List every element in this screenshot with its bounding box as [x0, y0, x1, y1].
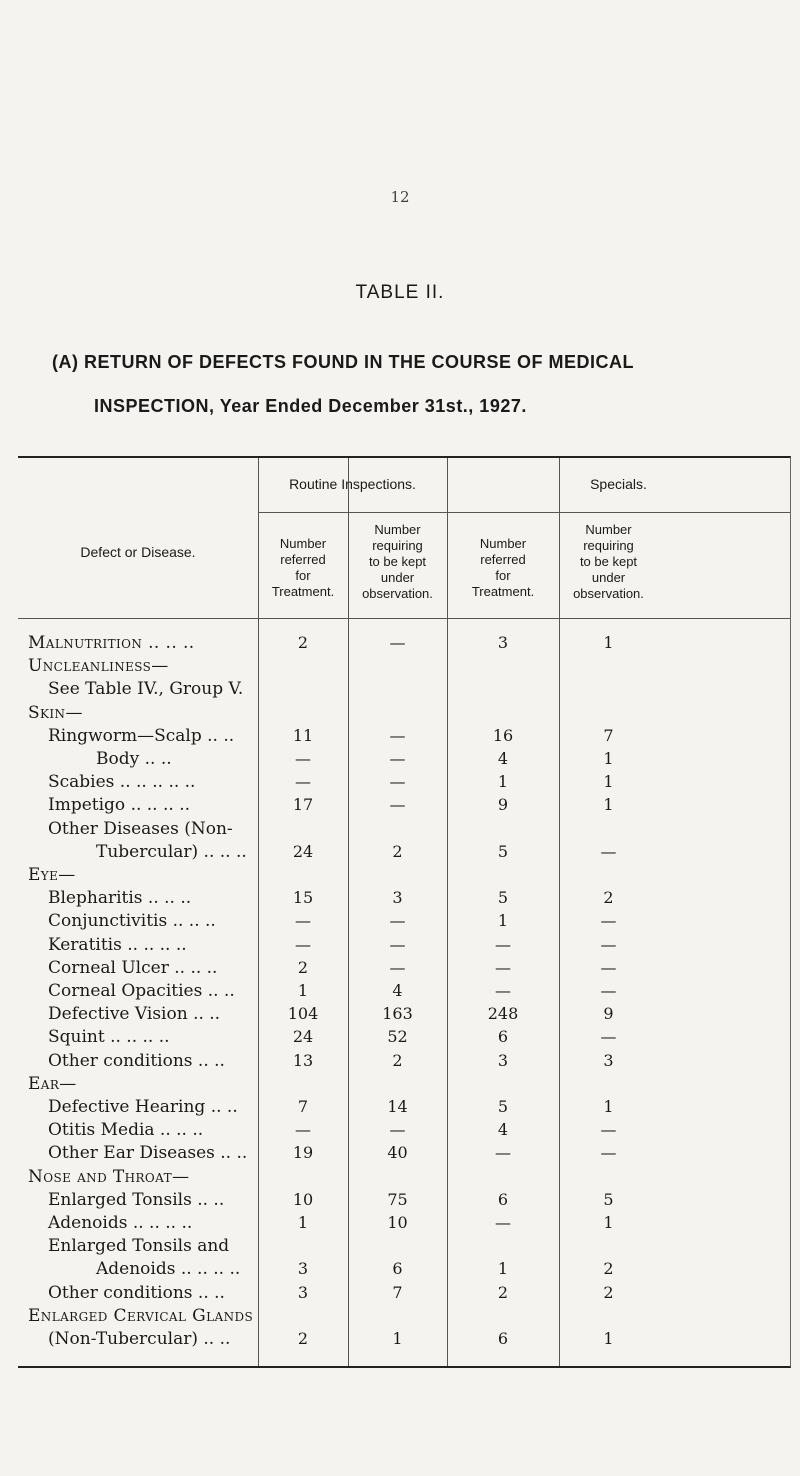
- table-row: [18, 1117, 790, 1143]
- header-text: Number: [585, 522, 632, 537]
- row-value: 6: [392, 1259, 403, 1279]
- row-value: 19: [292, 1143, 314, 1163]
- table-row: [18, 862, 790, 888]
- row-value: 2: [603, 888, 614, 908]
- row-value: 7: [603, 725, 614, 745]
- row-value: —: [389, 749, 406, 768]
- table-row: [18, 700, 790, 726]
- defects-table: [18, 456, 791, 1368]
- row-label: Other Ear Diseases .. ..: [48, 1143, 248, 1164]
- row-value: 7: [392, 1282, 403, 1302]
- row-label: Ear—: [28, 1073, 77, 1094]
- row-value: —: [295, 934, 311, 954]
- row-value: 40: [387, 1143, 408, 1163]
- row-value: —: [600, 981, 617, 1000]
- row-value: 2: [603, 1259, 614, 1279]
- table-row: [18, 723, 790, 749]
- header-text: referred: [280, 552, 326, 567]
- header-bottom-rule: [18, 618, 790, 619]
- row-value: —: [295, 911, 311, 931]
- table-row: [18, 1071, 790, 1097]
- row-value: 10: [387, 1213, 408, 1232]
- row-label: Squint .. .. .. ..: [48, 1027, 170, 1048]
- header-specials-referred: [447, 536, 559, 600]
- row-value: 14: [387, 1097, 408, 1116]
- row-value: 1: [297, 1213, 309, 1232]
- row-label: Defective Vision .. ..: [48, 1004, 221, 1025]
- row-label: Conjunctivitis .. .. ..: [48, 911, 216, 932]
- row-label: Otitis Media .. .. ..: [48, 1120, 204, 1141]
- row-value: 11: [292, 725, 314, 745]
- row-value: 9: [603, 1004, 614, 1024]
- header-specials: Specials.: [590, 476, 647, 492]
- row-label: Other conditions .. ..: [48, 1050, 225, 1071]
- row-value: —: [389, 633, 406, 652]
- table-row: [18, 1280, 790, 1306]
- header-routine-inspections: Routine Inspections.: [289, 476, 416, 492]
- row-label: Corneal Opacities .. ..: [48, 981, 235, 1001]
- header-routine-referred: [258, 536, 348, 600]
- row-value: —: [389, 772, 406, 792]
- row-label: Ringworm—Scalp .. ..: [48, 725, 235, 746]
- row-value: 1: [297, 981, 309, 1000]
- header-text: to be kept: [368, 554, 427, 569]
- row-label: See Table IV., Group V.: [48, 679, 244, 700]
- table-row: [18, 908, 790, 934]
- row-value: —: [389, 911, 406, 931]
- row-value: 15: [292, 888, 314, 908]
- table-row: [18, 1233, 790, 1259]
- row-value: 10: [292, 1189, 314, 1209]
- row-value: —: [600, 957, 617, 977]
- row-value: 1: [392, 1329, 403, 1348]
- row-value: —: [389, 934, 406, 954]
- row-value: —: [600, 1027, 617, 1047]
- table-row: [18, 955, 790, 981]
- row-label: Skin—: [28, 702, 83, 723]
- row-value: 13: [292, 1050, 314, 1070]
- row-label: Eye—: [28, 865, 76, 885]
- row-value: 9: [497, 795, 509, 815]
- header-text: Number: [479, 536, 527, 551]
- row-value: 2: [497, 1282, 509, 1302]
- row-value: —: [389, 795, 406, 815]
- header-text: observation.: [362, 586, 433, 601]
- table-row: [18, 653, 790, 679]
- row-label: Tubercular) .. .. ..: [96, 841, 247, 862]
- row-value: 1: [603, 633, 614, 652]
- row-label: Malnutrition .. .. ..: [28, 633, 195, 653]
- header-routine-observation: [348, 522, 447, 602]
- row-label: Uncleanliness—: [28, 656, 169, 677]
- row-value: 6: [497, 1329, 509, 1348]
- header-specials-observation: [559, 522, 658, 602]
- row-value: 2: [392, 841, 403, 861]
- row-value: 17: [292, 795, 314, 815]
- row-value: 3: [497, 1050, 509, 1070]
- row-value: 163: [382, 1004, 413, 1024]
- row-value: —: [495, 981, 511, 1000]
- row-value: —: [495, 957, 511, 977]
- row-value: 52: [387, 1027, 408, 1047]
- table-row: [18, 1187, 790, 1213]
- row-value: 3: [603, 1050, 614, 1070]
- row-value: —: [389, 1120, 406, 1140]
- table-row: [18, 676, 790, 702]
- row-value: —: [495, 1213, 511, 1232]
- row-value: 7: [297, 1097, 309, 1116]
- row-label: Enlarged Cervical Glands: [28, 1305, 254, 1326]
- table-row: [18, 746, 790, 772]
- row-value: 4: [392, 981, 403, 1000]
- row-value: —: [389, 957, 406, 977]
- row-value: —: [600, 841, 617, 861]
- table-row: [18, 978, 790, 1004]
- table-row: [18, 839, 790, 865]
- row-value: —: [495, 1143, 511, 1163]
- row-value: 104: [287, 1004, 319, 1024]
- row-label: Corneal Ulcer .. .. ..: [48, 957, 218, 978]
- header-group-divider: [258, 512, 790, 513]
- row-label: Other Diseases (Non-: [48, 818, 233, 839]
- row-value: 2: [297, 957, 309, 977]
- table-row: [18, 1164, 790, 1190]
- header-text: referred: [480, 552, 526, 567]
- heading-line-2: INSPECTION, Year Ended December 31st., 1927.: [94, 396, 527, 416]
- table-row: [18, 792, 790, 818]
- row-value: 1: [603, 772, 614, 792]
- row-value: 5: [497, 1097, 509, 1116]
- header-text: requiring: [583, 538, 634, 553]
- row-value: 1: [497, 911, 509, 931]
- header-text: Treatment.: [471, 584, 535, 599]
- table-row: [18, 1326, 790, 1352]
- header-text: to be kept: [579, 554, 638, 569]
- row-value: —: [495, 934, 511, 954]
- row-label: (Non-Tubercular) .. ..: [48, 1329, 231, 1349]
- row-value: —: [295, 1120, 311, 1140]
- row-value: 2: [297, 1329, 309, 1348]
- header-text: under: [591, 570, 626, 585]
- row-value: —: [600, 1143, 617, 1163]
- row-label: Scabies .. .. .. .. ..: [48, 772, 196, 793]
- row-value: 16: [492, 725, 514, 745]
- row-label: Impetigo .. .. .. ..: [48, 795, 191, 816]
- table-title: TABLE II.: [355, 282, 445, 303]
- header-text: Number: [279, 536, 327, 551]
- header-text: Treatment.: [271, 584, 335, 599]
- row-value: 24: [292, 1027, 314, 1047]
- table-row: [18, 1303, 790, 1329]
- row-value: 5: [603, 1189, 614, 1209]
- row-value: 3: [497, 633, 509, 652]
- row-value: —: [600, 911, 617, 931]
- row-value: 1: [603, 795, 614, 815]
- row-value: —: [295, 749, 311, 768]
- table-row: [18, 885, 790, 911]
- table-row: [18, 1048, 790, 1074]
- header-text: for: [495, 568, 511, 583]
- row-label: Keratitis .. .. .. ..: [48, 934, 187, 955]
- row-label: Other conditions .. ..: [48, 1282, 225, 1303]
- header-text: requiring: [372, 538, 423, 553]
- row-label: Body .. ..: [96, 749, 172, 769]
- row-value: 24: [292, 841, 314, 861]
- row-value: —: [600, 934, 617, 954]
- page-number: 12: [390, 188, 410, 206]
- row-value: 1: [603, 749, 614, 768]
- table-row: [18, 630, 790, 656]
- row-label: Adenoids .. .. .. ..: [96, 1259, 241, 1280]
- row-value: 5: [497, 888, 509, 908]
- row-value: 2: [392, 1050, 403, 1070]
- row-label: Defective Hearing .. ..: [48, 1097, 238, 1117]
- row-label: Nose and Throat—: [28, 1166, 190, 1187]
- header-defect-or-disease: Defect or Disease.: [80, 544, 196, 560]
- row-value: 3: [392, 888, 403, 908]
- table-row: [18, 1094, 790, 1120]
- header-text: Number: [374, 522, 421, 537]
- row-value: 6: [497, 1027, 509, 1047]
- row-value: —: [295, 772, 311, 792]
- row-value: 3: [297, 1259, 309, 1279]
- row-value: 1: [497, 1259, 509, 1279]
- row-label: Blepharitis .. .. ..: [48, 888, 192, 909]
- row-value: 2: [603, 1282, 614, 1302]
- row-value: 2: [297, 633, 309, 652]
- row-value: 6: [497, 1189, 509, 1209]
- table-row: [18, 816, 790, 842]
- row-value: 1: [603, 1097, 614, 1116]
- row-value: —: [389, 725, 406, 745]
- row-value: 5: [497, 841, 509, 861]
- header-text: observation.: [573, 586, 644, 601]
- row-value: 248: [487, 1004, 519, 1024]
- table-row: [18, 932, 790, 958]
- row-value: 1: [603, 1329, 614, 1348]
- table-row: [18, 1210, 790, 1236]
- row-value: 4: [497, 1120, 509, 1140]
- row-value: 1: [603, 1213, 614, 1232]
- row-label: Enlarged Tonsils and: [48, 1236, 230, 1257]
- row-value: 75: [387, 1189, 408, 1209]
- header-text: under: [380, 570, 415, 585]
- table-row: [18, 1256, 790, 1282]
- table-row: [18, 1140, 790, 1166]
- row-label: Adenoids .. .. .. ..: [48, 1213, 193, 1233]
- table-row: [18, 1001, 790, 1027]
- table-row: [18, 1024, 790, 1050]
- row-value: 4: [497, 749, 509, 768]
- row-label: Enlarged Tonsils .. ..: [48, 1189, 225, 1210]
- table-row: [18, 769, 790, 795]
- header-text: for: [295, 568, 311, 583]
- row-value: 3: [297, 1282, 309, 1302]
- heading-line-1: (A) RETURN OF DEFECTS FOUND IN THE COURSE OF MEDICAL: [52, 352, 634, 372]
- row-value: 1: [497, 772, 509, 792]
- row-value: —: [600, 1120, 617, 1140]
